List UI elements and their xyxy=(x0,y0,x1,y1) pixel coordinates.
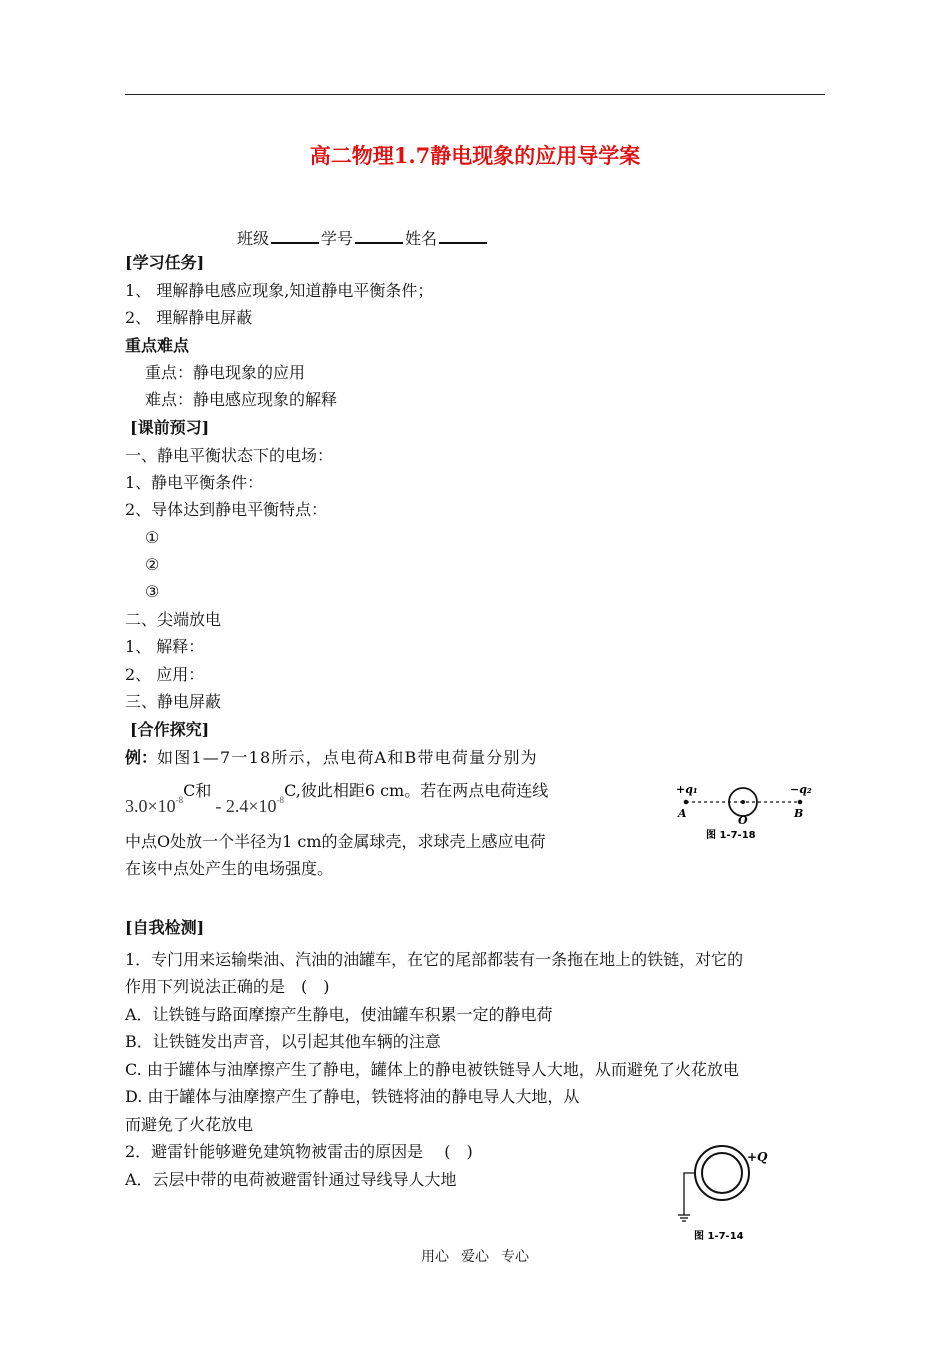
example-line-1 xyxy=(125,748,538,768)
q1-option-c: C. 由于罐体与油摩擦产生了静电，罐体上的静电被铁链导人大地，从而避免了火花放电 xyxy=(125,1060,739,1079)
preview-line: 1、静电平衡条件： xyxy=(125,473,264,492)
center-dot xyxy=(741,800,745,804)
preview-line: 一、静电平衡状态下的电场： xyxy=(125,446,334,465)
charge-a-unit: C和 xyxy=(183,781,212,800)
difficult-point: 难点：静电感应现象的解释 xyxy=(145,390,338,409)
example-line-4: 在该中点处产生的电场强度。 xyxy=(125,859,334,878)
figure-1-7-14 xyxy=(672,1140,782,1245)
example-label: 例： xyxy=(125,748,158,767)
preview-line: 2、导体达到静电平衡特点： xyxy=(125,500,328,519)
key-point: 重点：静电现象的应用 xyxy=(145,363,306,382)
preview-line: ② xyxy=(145,555,160,574)
student-id-blank[interactable] xyxy=(355,226,403,244)
task-item-1: 1、 理解静电感应现象,知道静电平衡条件； xyxy=(125,281,434,300)
point-b-label: B xyxy=(794,807,804,820)
footer-motto xyxy=(0,1246,950,1266)
q1-stem-line-2: 作用下列说法正确的是 ( ) xyxy=(125,977,330,996)
example-line-2 xyxy=(125,774,549,816)
preview-line: ① xyxy=(145,528,160,547)
preview-line: 1、 解释： xyxy=(125,637,205,656)
q1-stem-line-1: 1．专门用来运输柴油、汽油的油罐车，在它的尾部都装有一条拖在地上的铁链，对它的 xyxy=(125,950,744,969)
example-text-rest: C,彼此相距6 cm。若在两点电荷连线 xyxy=(284,781,549,800)
right-charge-label: −q₂ xyxy=(790,783,812,796)
preview-header: [课前预习] xyxy=(130,418,210,437)
name-blank[interactable] xyxy=(439,226,487,244)
charge-b-value: - $2.4\times 10^{-8}$ xyxy=(215,795,285,816)
class-label: 班级 xyxy=(237,229,270,248)
class-blank[interactable] xyxy=(271,226,319,244)
preview-line: 三、静电屏蔽 xyxy=(125,692,222,711)
point-a-label: A xyxy=(678,807,687,820)
example-text: 如图1—7一18所示，点电荷A和B带电荷量分别为 xyxy=(157,748,538,767)
footer-word: 专心 xyxy=(501,1249,529,1265)
figure-caption: 图 1-7-14 xyxy=(694,1231,744,1242)
charge-a-value: $3.0\times 10^{-8}$ xyxy=(125,795,184,816)
preview-line: ③ xyxy=(145,582,160,601)
q1-option-d: D. 由于罐体与油摩擦产生了静电，铁链将油的静电导人大地，从 xyxy=(125,1087,580,1106)
student-id-label: 学号 xyxy=(321,229,354,248)
q2-stem: 2．避雷针能够避免建筑物被雷击的原因是 ( ) xyxy=(125,1142,473,1161)
charge-q-label: +Q xyxy=(747,1150,768,1164)
q1-option-b: B．让铁链发出声音，以引起其他车辆的注意 xyxy=(125,1032,441,1051)
q1-option-d-cont: 而避免了火花放电 xyxy=(125,1115,254,1134)
figure-1-7-18 xyxy=(670,778,820,844)
point-o-label: O xyxy=(738,814,748,827)
preview-line: 2、 应用： xyxy=(125,665,205,684)
self-test-header: [自我检测] xyxy=(125,918,205,937)
footer-word: 用心 xyxy=(421,1249,449,1265)
footer-word: 爱心 xyxy=(461,1249,489,1265)
document-title: 高二物理1.7静电现象的应用导学案 xyxy=(309,143,641,168)
figure-caption: 图 1-7-18 xyxy=(706,830,756,841)
q1-option-a: A．让铁链与路面摩擦产生静电，使油罐车积累一定的静电荷 xyxy=(125,1005,553,1024)
q2-option-a: A．云层中带的电荷被避雷针通过导线导人大地 xyxy=(125,1170,457,1189)
tasks-header: [学习任务] xyxy=(125,253,205,272)
header-rule xyxy=(125,94,825,95)
task-item-2: 2、 理解静电屏蔽 xyxy=(125,308,253,327)
point-a-dot xyxy=(684,800,689,805)
ground-wire xyxy=(684,1173,695,1215)
example-line-3: 中点O处放一个半径为1 cm的金属球壳，求球壳上感应电荷 xyxy=(125,832,546,851)
outer-ring-circle xyxy=(695,1146,749,1200)
explore-header: [合作探究] xyxy=(130,720,210,739)
key-points-header: 重点难点 xyxy=(125,336,190,355)
name-label: 姓名 xyxy=(405,229,438,248)
preview-line: 二、尖端放电 xyxy=(125,610,222,629)
student-info-line xyxy=(237,226,489,249)
point-b-dot xyxy=(798,800,803,805)
inner-ring-circle xyxy=(702,1153,742,1193)
left-charge-label: +q₁ xyxy=(676,783,698,796)
